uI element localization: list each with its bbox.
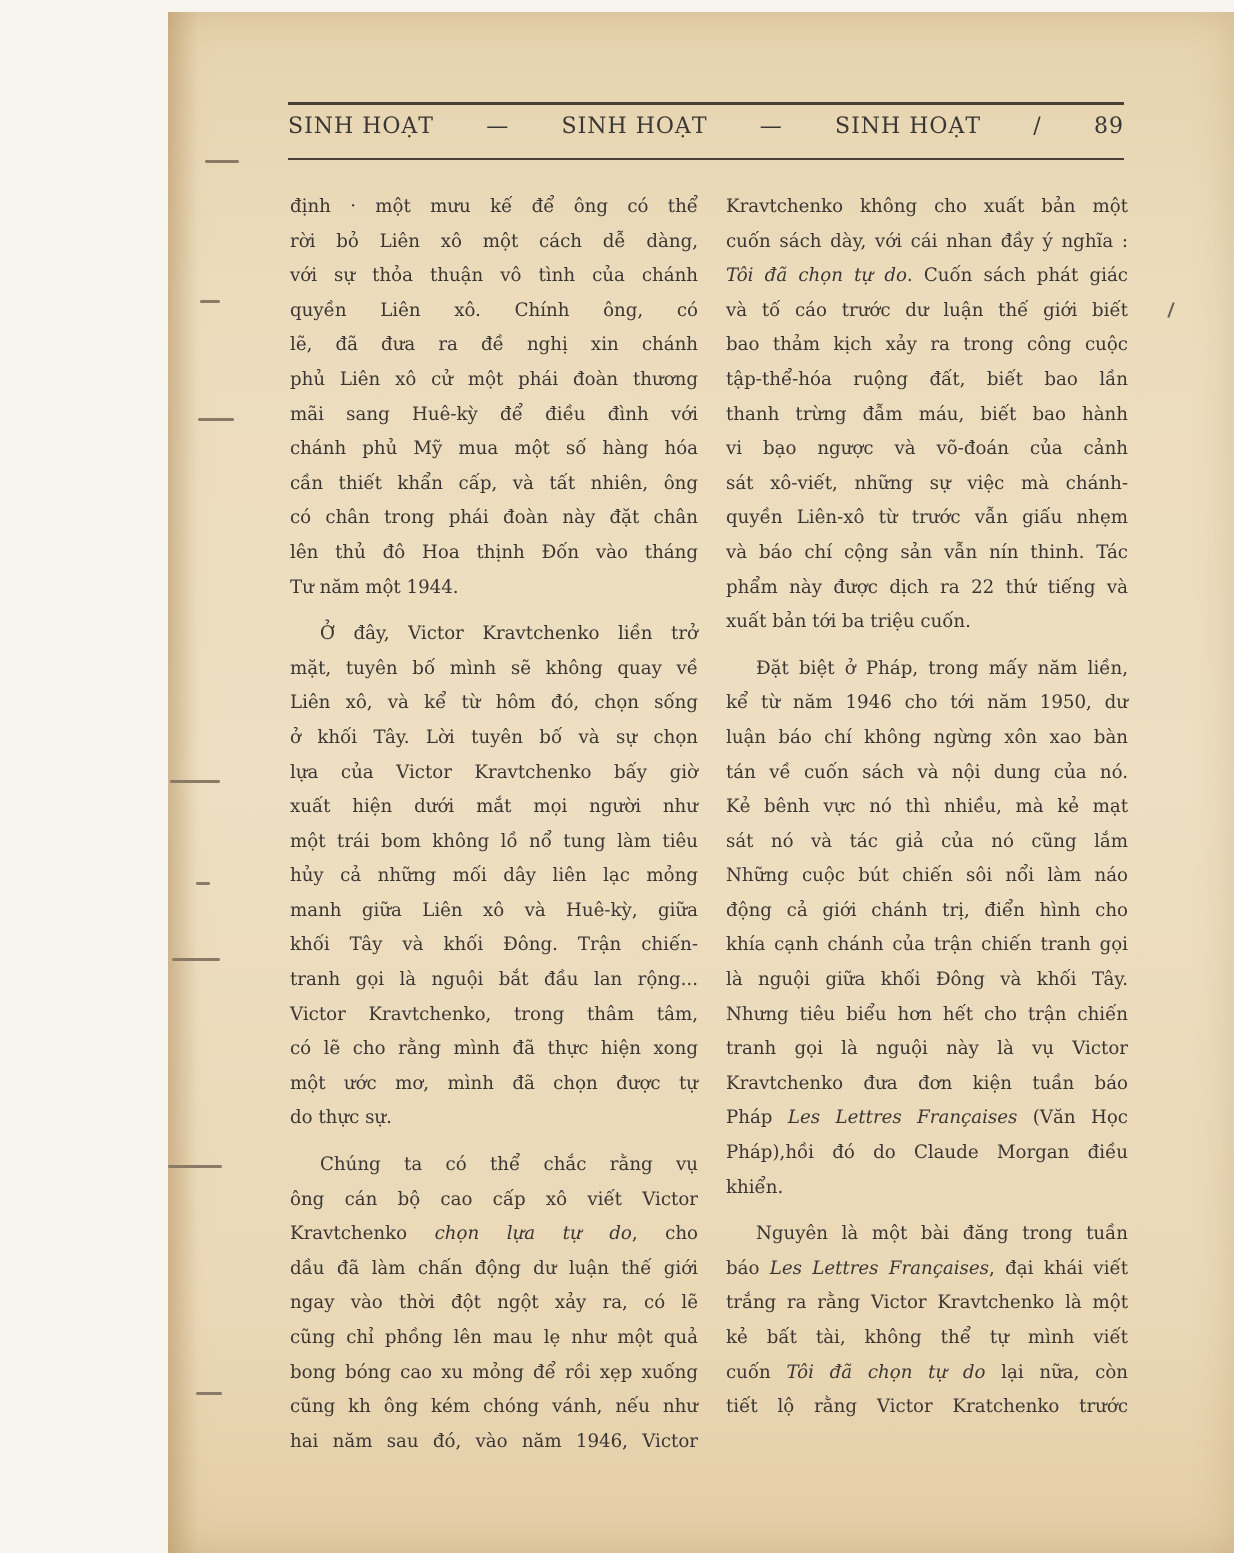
text-line: dầu đã làm chấn động dư luận thế giới xyxy=(290,1257,698,1279)
text-line: mãi sang Huê-kỳ để điều đình với xyxy=(290,403,698,425)
binding-hole-mark xyxy=(170,780,220,783)
text-line: Victor Kravtchenko, trong thâm tâm, xyxy=(290,1003,698,1025)
binding-hole-mark xyxy=(205,160,239,163)
running-head xyxy=(288,114,1124,139)
header-top-rule xyxy=(288,102,1124,105)
text-line: Kravtchenko chọn lựa tự do, cho xyxy=(290,1223,698,1245)
text-line: manh giữa Liên xô và Huê-kỳ, giữa xyxy=(290,899,698,921)
binding-hole-mark xyxy=(196,882,210,885)
text-line: là nguội giữa khối Đông và khối Tây. xyxy=(726,969,1128,991)
running-head-slash: / xyxy=(1033,114,1042,139)
text-line: định · một mưu kế để ông có thể xyxy=(290,196,698,217)
text-line: một trái bom không lồ nổ tung làm tiêu xyxy=(290,830,698,852)
text-line: tập-thể-hóa ruộng đất, biết bao lần xyxy=(726,368,1128,390)
header-bottom-rule xyxy=(288,158,1124,160)
text-line: tranh gọi là nguội bắt đầu lan rộng... xyxy=(290,969,698,991)
text-line: Tôi đã chọn tự do. Cuốn sách phát giác xyxy=(726,265,1128,287)
text-line: Ở đây, Victor Kravtchenko liền trở xyxy=(320,623,698,645)
text-line: lựa của Victor Kravtchenko bấy giờ xyxy=(290,761,698,783)
text-line: sát nó và tác giả của nó cũng lắm xyxy=(726,830,1128,852)
text-line: Kravtchenko không cho xuất bản một xyxy=(726,196,1128,217)
text-line: thanh trừng đẫm máu, biết bao hành xyxy=(726,403,1128,425)
text-line: Đặt biệt ở Pháp, trong mấy năm liền, xyxy=(756,657,1128,679)
text-line: bong bóng cao xu mỏng để rồi xẹp xuống xyxy=(290,1361,698,1383)
text-line: Liên xô, và kể từ hôm đó, chọn sống xyxy=(290,692,698,714)
right-column xyxy=(726,190,1128,1437)
paragraph xyxy=(726,652,1128,1206)
text-line: mặt, tuyên bố mình sẽ không quay về xyxy=(290,657,698,679)
text-line: khiển. xyxy=(726,1176,784,1198)
paragraph xyxy=(726,190,1128,640)
binding-hole-mark xyxy=(198,418,234,421)
text-line: có chân trong phái đoàn này đặt chân xyxy=(290,507,698,529)
text-line: tán về cuốn sách và nội dung của nó. xyxy=(726,761,1128,783)
text-line: có lẽ cho rằng mình đã thực hiện xong xyxy=(290,1038,698,1060)
running-head-text: SINH HOẠT xyxy=(288,114,434,139)
running-head-dash: — xyxy=(486,114,510,139)
text-line: Kẻ bênh vực nó thì nhiều, mà kẻ mạt xyxy=(726,796,1128,818)
paragraph xyxy=(290,617,698,1136)
text-line: vi bạo ngược và võ-đoán của cảnh xyxy=(726,438,1128,460)
page-header xyxy=(288,100,1124,164)
text-line: quyền Liên-xô từ trước vẫn giấu nhẹm xyxy=(726,507,1128,529)
text-line: cần thiết khẩn cấp, và tất nhiên, ông xyxy=(290,472,698,494)
running-head-dash: — xyxy=(759,114,783,139)
text-line: chánh phủ Mỹ mua một số hàng hóa xyxy=(290,438,698,460)
text-line: cũng chỉ phồng lên mau lẹ như một quả xyxy=(290,1327,698,1348)
text-line: do thực sự. xyxy=(290,1107,392,1129)
text-line: Tư năm một 1944. xyxy=(290,576,459,598)
text-line: với sự thỏa thuận vô tình của chánh xyxy=(290,265,698,287)
text-line: Nguyên là một bài đăng trong tuần xyxy=(756,1223,1128,1245)
text-line: kể từ năm 1946 cho tới năm 1950, dư xyxy=(726,692,1128,714)
binding-hole-mark xyxy=(200,300,220,303)
text-line: phẩm này được dịch ra 22 thứ tiếng và xyxy=(726,576,1128,598)
text-line: bao thảm kịch xảy ra trong công cuộc xyxy=(726,334,1128,356)
text-line: hai năm sau đó, vào năm 1946, Victor xyxy=(290,1430,698,1452)
text-line: tiết lộ rằng Victor Kratchenko trước xyxy=(726,1396,1128,1418)
text-line: xuất hiện dưới mắt mọi người như xyxy=(290,796,698,818)
text-line: trắng ra rằng Victor Kravtchenko là một xyxy=(726,1292,1128,1314)
binding-hole-mark xyxy=(168,1165,222,1168)
text-line: Chúng ta có thể chắc rằng vụ xyxy=(320,1154,698,1176)
text-line: rời bỏ Liên xô một cách dễ dàng, xyxy=(290,230,698,252)
text-line: Nhưng tiêu biểu hơn hết cho trận chiến xyxy=(726,1003,1128,1025)
text-line: khía cạnh chánh của trận chiến tranh gọi xyxy=(726,934,1128,956)
text-line: Những cuộc bút chiến sôi nổi làm náo xyxy=(726,865,1128,887)
text-line: hủy cả những mối dây liên lạc mỏng xyxy=(290,865,698,887)
text-line: báo Les Lettres Françaises, đại khái viết xyxy=(726,1257,1129,1279)
text-line: phủ Liên xô cử một phái đoàn thương xyxy=(290,368,698,390)
text-line: quyền Liên xô. Chính ông, có xyxy=(290,299,698,321)
left-column xyxy=(290,190,698,1471)
text-line: một ước mơ, mình đã chọn được tự xyxy=(290,1072,698,1094)
text-line: tranh gọi là nguội này là vụ Victor xyxy=(726,1038,1128,1060)
text-line: cuốn Tôi đã chọn tự do lại nữa, còn xyxy=(726,1361,1128,1383)
text-line: ngay vào thời đột ngột xảy ra, có lẽ xyxy=(290,1292,698,1314)
text-line: Kravtchenko đưa đơn kiện tuần báo xyxy=(726,1072,1128,1094)
paragraph xyxy=(290,1148,698,1459)
text-line: và báo chí cộng sản vẫn nín thinh. Tác xyxy=(726,541,1128,563)
binding-hole-mark xyxy=(196,1392,222,1395)
text-line: lẽ, đã đưa ra đề nghị xin chánh xyxy=(290,334,698,356)
binding-hole-mark xyxy=(172,958,220,961)
text-line: động cả giới chánh trị, điển hình cho xyxy=(726,899,1128,921)
text-line: cuốn sách dày, với cái nhan đầy ý nghĩa : xyxy=(726,230,1128,252)
text-line: ông cán bộ cao cấp xô viết Victor xyxy=(290,1188,698,1210)
running-head-text: SINH HOẠT xyxy=(561,114,708,139)
text-line: sát xô-viết, những sự việc mà chánh- xyxy=(726,472,1128,494)
text-line: Pháp),hồi đó do Claude Morgan điều xyxy=(726,1142,1128,1164)
text-line: kẻ bất tài, không thể tự mình viết xyxy=(726,1327,1128,1348)
text-line: xuất bản tới ba triệu cuốn. xyxy=(726,611,971,633)
paragraph xyxy=(726,1217,1128,1425)
text-line: cũng kh ông kém chóng vánh, nếu như xyxy=(290,1396,698,1418)
running-head-text: SINH HOẠT xyxy=(835,114,982,139)
text-line: ở khối Tây. Lời tuyên bố và sự chọn xyxy=(290,726,698,748)
text-line: luận báo chí không ngừng xôn xao bàn xyxy=(726,726,1128,748)
text-line: lên thủ đô Hoa thịnh Đốn vào tháng xyxy=(290,541,698,563)
text-line: khối Tây và khối Đông. Trận chiến- xyxy=(290,934,698,956)
paragraph xyxy=(290,190,698,605)
text-line: và tố cáo trước dư luận thế giới biết xyxy=(726,299,1128,321)
text-line: Pháp Les Lettres Françaises (Văn Học xyxy=(726,1107,1128,1129)
page-number: 89 xyxy=(1093,114,1124,139)
